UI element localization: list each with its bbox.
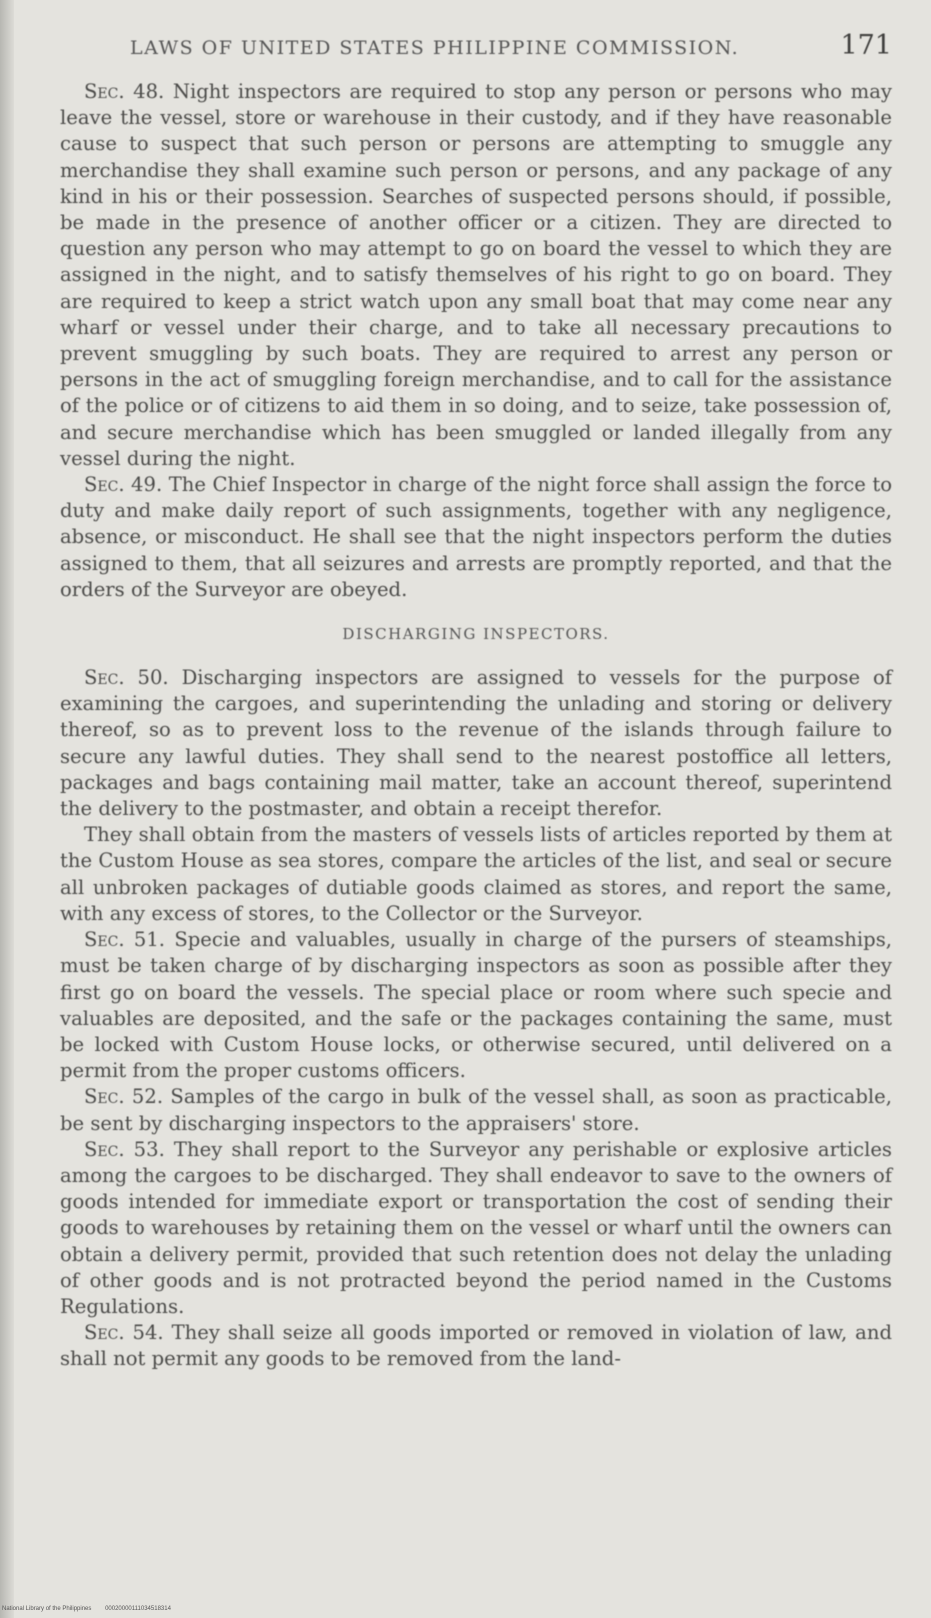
binding-edge-shadow [0,0,14,1618]
running-head [130,30,892,61]
section-label: Sec. 52. [84,1085,164,1109]
section-label: Sec. 51. [84,928,166,952]
section-label: Sec. 49. [84,473,163,497]
paragraph-sec-51 [60,927,892,1084]
paragraph-text: Samples of the cargo in bulk of the vessel shall, as soon as practicable, be sent by discharging inspectors to the appraisers' store. [60,1085,892,1135]
section-label: Sec. 54. [84,1321,164,1345]
scan-footer [2,1606,183,1612]
section-label: Sec. 53. [84,1137,165,1161]
section-label: Sec. 48. [84,80,165,103]
paragraph-sec-52 [60,1084,892,1136]
footer-code: 00020000111034518314 [105,1606,171,1612]
paragraph-text: They shall seize all goods imported or removed in violation of law, and shall not permit any goods to be removed from the land- [60,1321,892,1371]
paragraph-text: The Chief Inspector in charge of the night force shall assign the force to duty and make daily report of such assignments, together with any negligence, absence, or misconduct. He shall see that the night inspectors perform the duties assigned to them, that all seizures and arrests are promptly reported, and that the orders of the Surveyor are obeyed. [60,473,892,601]
page-text [60,30,892,1373]
paragraph-text: They shall obtain from the masters of vessels lists of articles reported by them at the Custom House as sea stores, compare the articles of the list, and seal or secure all unbroken packages of dutiable goods claimed as stores, and report the same, with any excess of stores, to the Collector or the Surveyor. [60,823,892,925]
paragraph-sec-49 [60,472,892,603]
paragraph-sec-53 [60,1137,892,1320]
section-label: Sec. 50. [84,666,169,690]
paragraph-sea-stores [60,822,892,927]
paragraph-text: They shall report to the Surveyor any perishable or explosive articles among the cargoes to be discharged. They shall endeavor to save to the owners of goods intended for immediate export or transportation the cost of sending their goods to warehouses by retaining them on the vessel or wharf until the owners can obtain a delivery permit, provided that such retention does not delay the unlading of other goods and is not protracted beyond the period named in the Customs Regulations. [60,1137,892,1318]
paragraph-sec-50 [60,665,892,822]
footer-library: National Library of the Philippines [2,1606,92,1612]
paragraph-text: Discharging inspectors are assigned to vessels for the purpose of examining the cargoes, and superintending the unlading and storing or delivery thereof, so as to prevent loss to the revenue of the islands through failure to secure any lawful duties. They shall send to the nearest postoffice all letters, packages and bags containing mail matter, take an account thereof, superintend the delivery to the postmaster, and obtain a receipt therefor. [60,666,892,821]
page-number: 171 [840,30,892,61]
paragraph-sec-54 [60,1320,892,1372]
section-heading: DISCHARGING INSPECTORS. [342,625,610,644]
paragraph-sec-48 [60,79,892,472]
paragraph-text: Specie and valuables, usually in charge of the pursers of steamships, must be taken charge of by discharging inspectors as soon as possible after they first go on board the vessels. The special place or room where such specie and valuables are deposited, and the safe or the packages containing the same, must be locked with Custom House locks, or otherwise secured, until delivered on a permit from the proper customs officers. [60,928,892,1083]
running-head-title: LAWS OF UNITED STATES PHILIPPINE COMMISSION. [130,37,740,59]
paragraph-text: Night inspectors are required to stop any person or persons who may leave the vessel, store or warehouse in their custody, and if they have reasonable cause to suspect that such person or persons are attempting to smuggle any merchandise they shall examine such person or persons, and any package of any kind in his or their possession. Searches of suspected persons should, if possible, be made in the presence of another officer or a citizen. They are directed to question any person who may attempt to go on board the vessel to which they are assigned in the night, and to satisfy themselves of his right to go on board. They are required to keep a strict watch upon any small boat that may come near any wharf or vessel under their charge, and to take all necessary precautions to prevent smuggling by such boats. They are required to arrest any person or persons in the act of smuggling foreign merchandise, and to call for the assistance of the police or of citizens to aid them in so doing, and to seize, take possession of, and secure merchandise which has been smuggled or landed illegally from any vessel during the night. [60,80,892,470]
